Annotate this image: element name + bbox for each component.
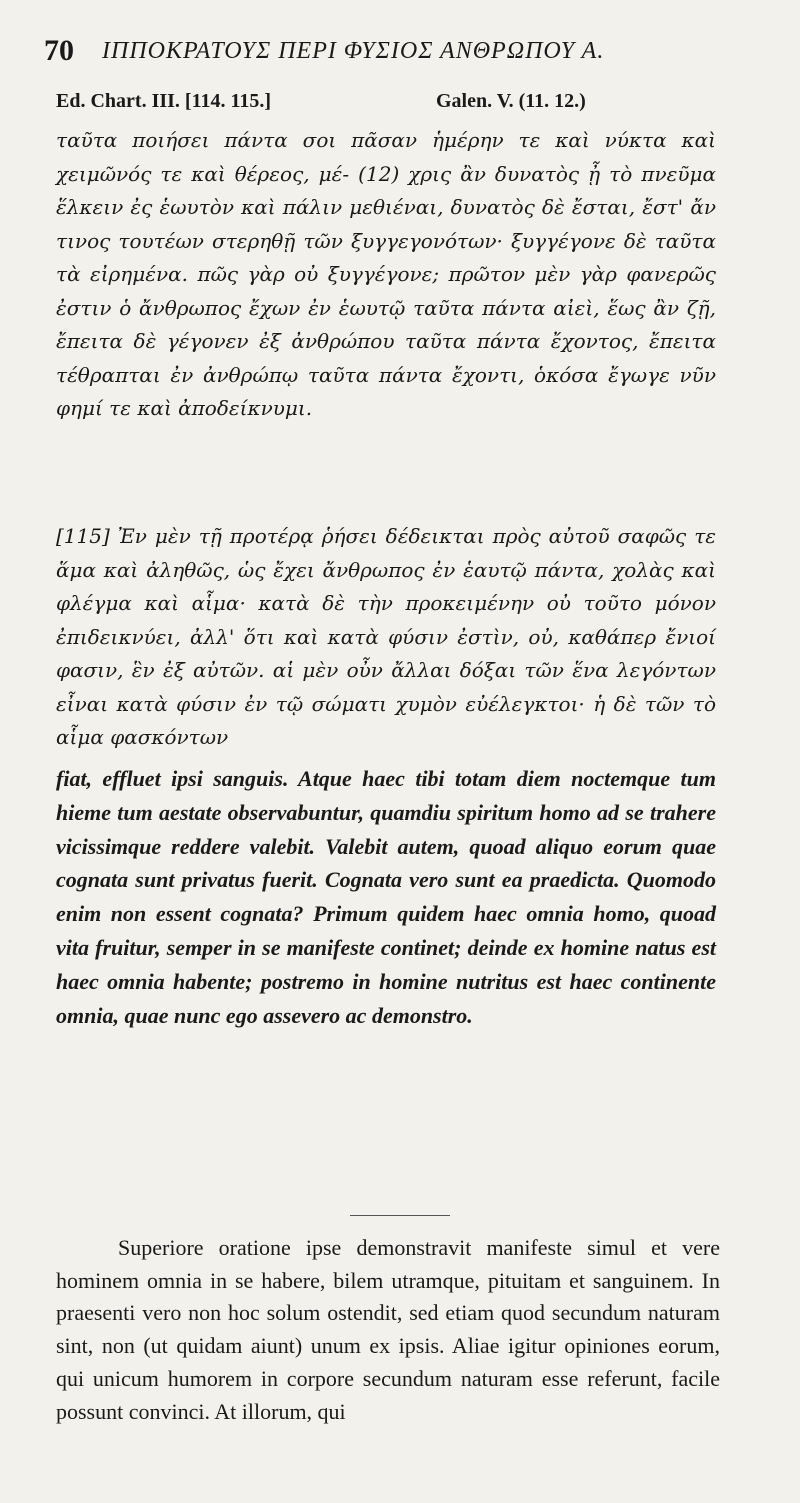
greek-paragraph-1: ταῦτα ποιήσει πάντα σοι πᾶσαν ἡμέρην τε καὶ νύκτα καὶ χειμῶνός τε καὶ θέρεος, μέ- (12) χρις ἂν δυνατὸς ᾖ τὸ πνεῦμα ἕλκειν ἐς ἑωυτὸν καὶ πάλιν μεθιέναι, δυνατὸς δὲ ἔσται, ἔστ' ἄν τινος τουτέων στερηθῇ τῶν ξυγγεγονότων· ξυγγέγονε δὲ ταῦτα τὰ εἰρημένα. πῶς γὰρ οὐ ξυγγέγονε; πρῶτον μὲν γὰρ φανερῶς ἐστιν ὁ ἄνθρωπος ἔχων ἐν ἑωυτῷ ταῦτα πάντα αἰεὶ, ἕως ἂν ζῇ, ἔπειτα δὲ γέγονεν ἐξ ἀνθρώπου ταῦτα πάντα ἔχοντος, ἔπειτα τέθραπται ἐν ἀνθρώπῳ ταῦτα πάντα ἔχοντι, ὁκόσα ἔγωγε νῦν φημί τε καὶ ἀποδείκνυμι. (56, 128, 716, 420)
running-title: ΙΠΠΟΚΡΑΤΟΥΣ ΠΕΡΙ ΦΥΣΙΟΣ ΑΝΘΡΩΠΟΥ Α. (102, 38, 605, 64)
running-head (44, 34, 764, 74)
latin-paragraph: fiat, effluet ipsi sanguis. Atque haec tibi totam diem noctemque tum hieme tum aestate observabuntur, quamdiu spiritum homo ad se trahere vicissimque reddere valebit. Valebit autem, quoad aliquo eorum quae cognata sunt privatus fuerit. Cognata vero sunt ea praedicta. Quomodo enim non essent cognata? Primum quidem haec omnia homo, quoad vita fruitur, semper in se manifeste continet; deinde ex homine natus est haec omnia habente; postremo in homine nutritus est haec continente omnia, quae nunc ego assevero ac demonstro. (56, 766, 716, 1028)
latin-commentary (56, 1232, 720, 1428)
galen-reference: Galen. V. (11. 12.) (436, 90, 586, 112)
commentary-paragraph: Superiore oratione ipse demonstravit manifeste simul et vere hominem omnia in se habere, bilem utramque, pituitam et sanguinem. In praesenti vero non hoc solum ostendit, sed etiam quod secundum naturam sint, non (ut quidam aiunt) unum ex ipsis. Aliae igitur opiniones eorum, qui unicum humorem in corpore secundum naturam esse referunt, facile possunt convinci. At illorum, qui (56, 1235, 720, 1424)
greek-paragraph-2: [115] Ἐν μὲν τῇ προτέρᾳ ῥήσει δέδεικται πρὸς αὐτοῦ σαφῶς τε ἅμα καὶ ἀληθῶς, ὡς ἔχει ἄνθρωπος ἐν ἑαυτῷ πάντα, χολὰς καὶ φλέγμα καὶ αἷμα· κατὰ δὲ τὴν προκειμένην οὐ τοῦτο μόνον ἐπιδεικνύει, ἀλλ' ὅτι καὶ κατὰ φύσιν ἐστὶν, οὐ, καθάπερ ἔνιοί φασιν, ἓν ἐξ αὐτῶν. αἱ μὲν οὖν ἄλλαι δόξαι τῶν ἕνα λεγόντων εἶναι κατὰ φύσιν ἐν τῷ σώματι χυμὸν εὐέλεγκτοι· ἡ δὲ τῶν τὸ αἷμα φασκόντων (56, 524, 716, 749)
chartier-reference: Ed. Chart. III. [114. 115.] (56, 90, 272, 112)
edition-reference (56, 90, 696, 113)
greek-text-block-2 (56, 520, 716, 755)
section-divider (350, 1215, 450, 1216)
page-number: 70 (44, 34, 74, 67)
latin-translation (56, 762, 716, 1032)
greek-text-block-1 (56, 124, 716, 426)
